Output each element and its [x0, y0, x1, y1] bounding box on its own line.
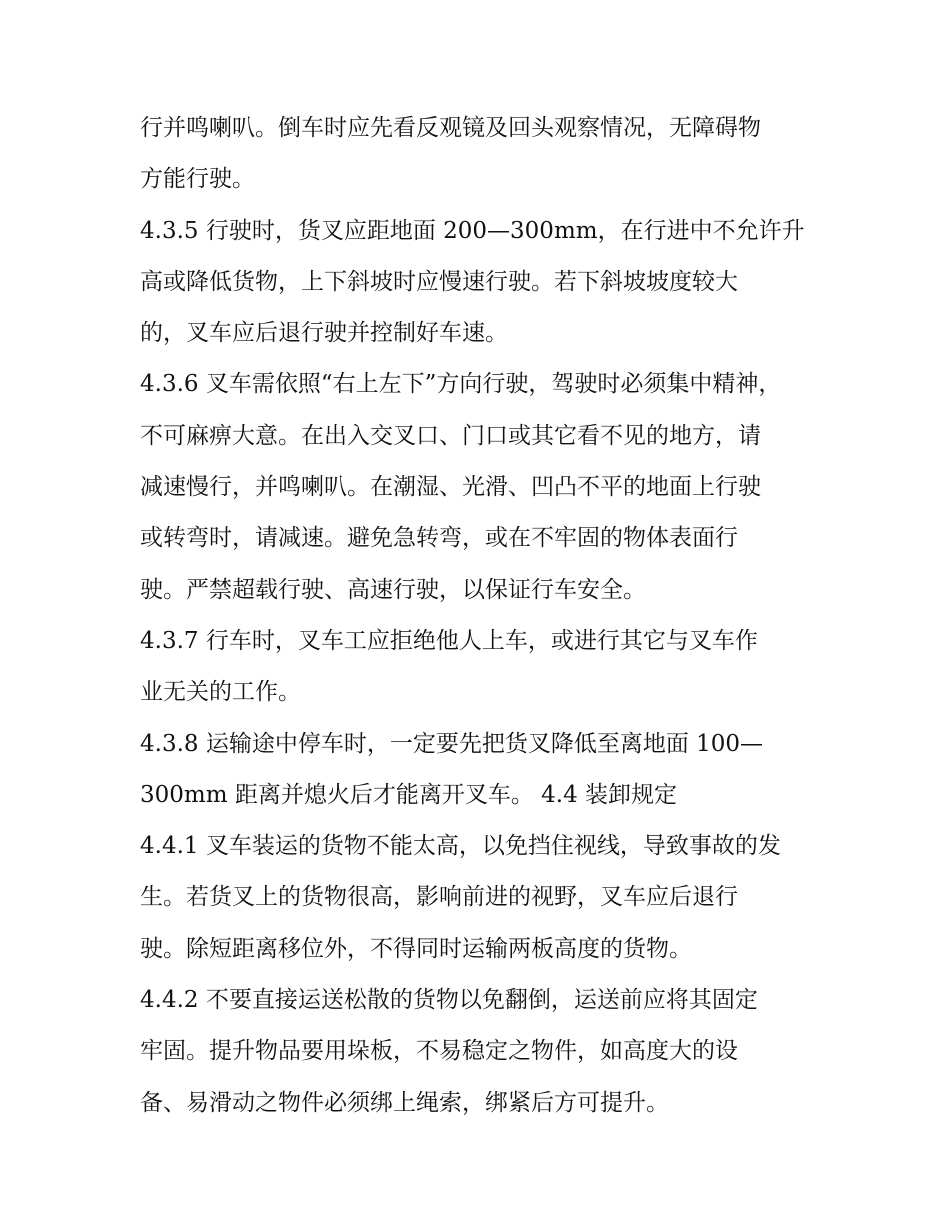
- text-line: 的，叉车应后退行驶并控制好车速。: [140, 320, 508, 347]
- text-line: 高或降低货物，上下斜坡时应慢速行驶。若下斜坡坡度较大: [140, 268, 738, 295]
- text-line: 4.3.6 叉车需依照“右上左下”方向行驶，驾驶时必须集中精神，: [140, 371, 782, 398]
- text-line: 4.4.2 不要直接运送松散的货物以免翻倒，运送前应将其固定: [140, 987, 758, 1014]
- text-line: 4.3.8 运输途中停车时，一定要先把货叉降低至离地面 100—: [140, 730, 764, 757]
- document-body: [140, 103, 820, 1129]
- text-line: 不可麻痹大意。在出入交叉口、门口或其它看不见的地方，请: [140, 422, 761, 449]
- text-line: 4.3.7 行车时，叉车工应拒绝他人上车，或进行其它与叉车作: [140, 627, 758, 654]
- text-line: 行并鸣喇叭。倒车时应先看反观镜及回头观察情况，无障碍物: [140, 115, 761, 141]
- text-line: 方能行驶。: [140, 166, 255, 193]
- text-line: 300mm 距离并熄火后才能离开叉车。 4.4 装卸规定: [140, 781, 678, 808]
- text-line: 业无关的工作。: [140, 679, 301, 706]
- text-line: 驶。严禁超载行驶、高速行驶，以保证行车安全。: [140, 576, 646, 603]
- text-line: 4.4.1 叉车装运的货物不能太高，以免挡住视线，导致事故的发: [140, 833, 781, 860]
- text-line: 4.3.5 行驶时，货叉应距地面 200—300mm，在行进中不允许升: [140, 217, 805, 244]
- text-line: 备、易滑动之物件必须绑上绳索，绑紧后方可提升。: [140, 1089, 669, 1116]
- text-line: 减速慢行，并鸣喇叭。在潮湿、光滑、凹凸不平的地面上行驶: [140, 474, 761, 501]
- text-line: 生。若货叉上的货物很高，影响前进的视野，叉车应后退行: [140, 884, 738, 911]
- text-line: 或转弯时，请减速。避免急转弯，或在不牢固的物体表面行: [140, 525, 738, 552]
- text-line: 牢固。提升物品要用垛板，不易稳定之物件，如高度大的设: [140, 1038, 738, 1065]
- text-line: 驶。除短距离移位外，不得同时运输两板高度的货物。: [140, 935, 692, 962]
